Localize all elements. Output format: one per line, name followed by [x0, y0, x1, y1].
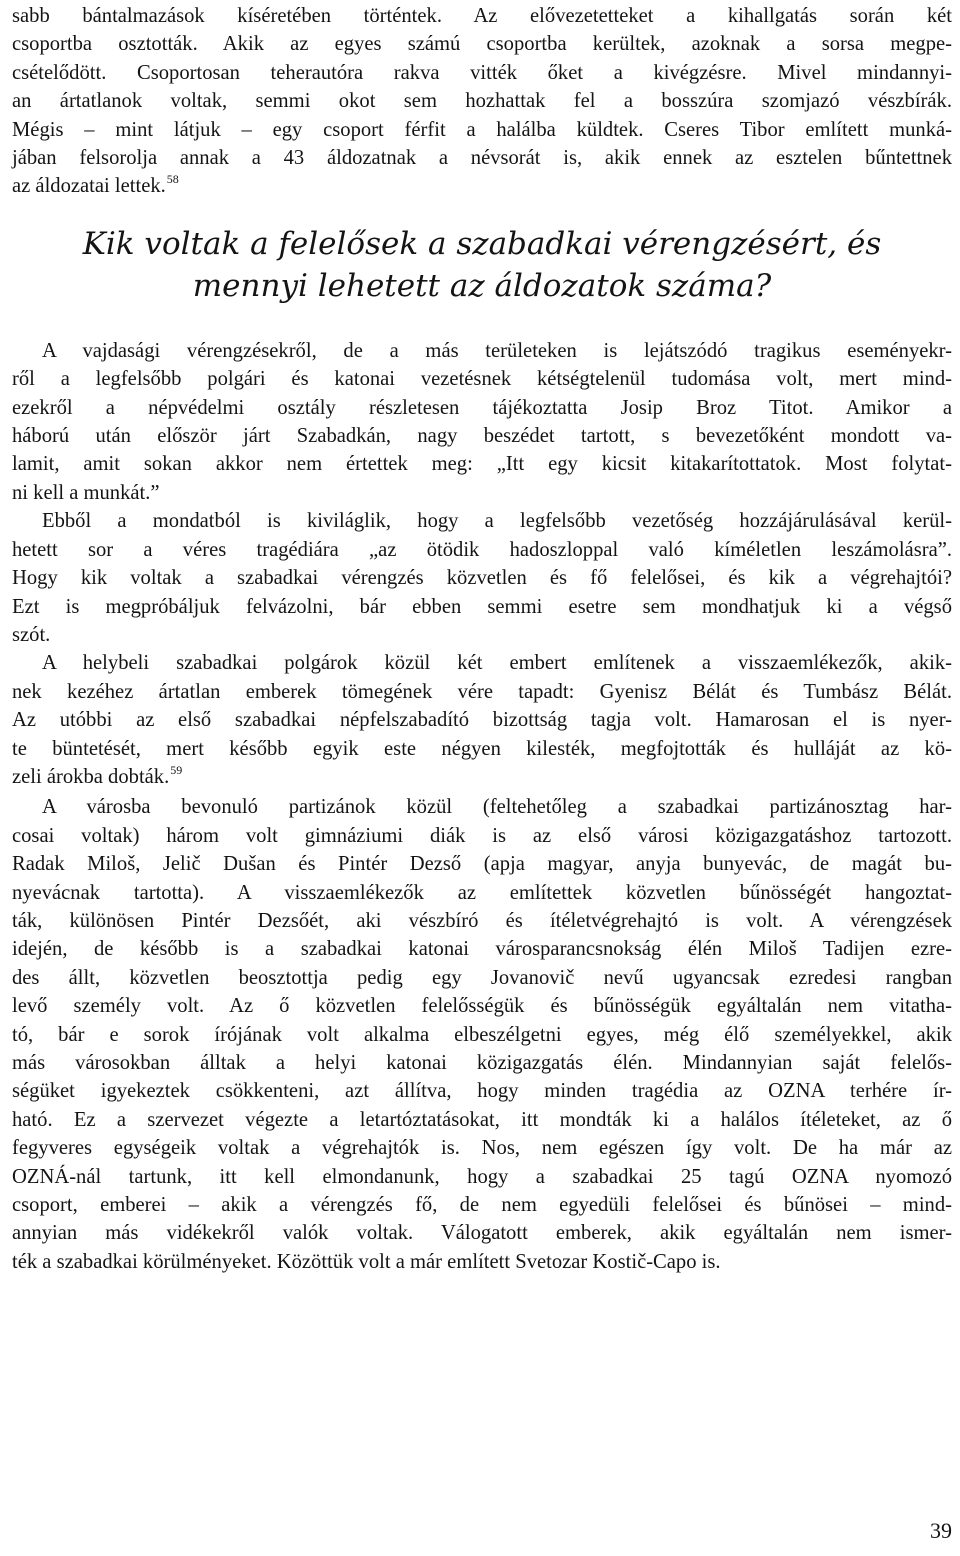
text-line: sabb bántalmazások kíséretében történtek. Az elővezetetteket a kihallgatás során két — [12, 5, 952, 27]
text-line: zeli árokba dobták. — [12, 765, 170, 788]
text-line: levő személy volt. Az ő közvetlen felelősségük és bűnösségük egyáltalán nem vitatha- — [12, 995, 952, 1018]
text-line: nek kezéhez ártatlan emberek tömegének vére tapadt: Gyenisz Bélát és Tumbász Bélát. — [12, 680, 952, 703]
text-line: Mégis – mint látjuk – egy csoport férfit a halálba küldtek. Cseres Tibor említett munká- — [12, 118, 952, 141]
text-line: jában felsorolja annak a 43 áldozatnak a névsorát is, akik ennek az esztelen bűntettnek — [12, 147, 952, 170]
text-line: Hogy kik voltak a szabadkai vérengzés közvetlen és fő felelősei, és kik a végrehajtói? — [12, 567, 952, 590]
text-line: csoport, emberei – akik a vérengzés fő, de nem egyedüli felelősei és bűnösei – mind- — [12, 1194, 952, 1217]
paragraph-5 — [12, 793, 952, 1276]
footnote-ref-58: 58 — [166, 172, 179, 187]
paragraph-4 — [12, 649, 952, 793]
page-number: 39 — [930, 1518, 952, 1543]
text-line: ni kell a munkát.” — [12, 481, 160, 504]
text-line: des állt, közvetlen beosztottja pedig egy Jovanovič nevű ugyancsak ezredesi rangban — [12, 966, 952, 989]
paragraph-3 — [12, 507, 952, 649]
text-line: Ezt is megpróbáljuk felvázolni, bár ebben semmi esetre sem mondhatjuk ki a végső — [12, 595, 952, 618]
paragraph-2 — [12, 337, 952, 507]
text-line: Az utóbbi az első szabadkai népfelszabadító bizottság tagja volt. Hamarosan el is nyer- — [12, 709, 952, 732]
text-line: csoportba osztották. Akik az egyes számú csoportba kerültek, azoknak a sorsa megpe- — [12, 33, 952, 56]
text-line: tó, bár e sorok írójának volt alkalma elbeszélgetni egyes, még élő személyekkel, akik — [12, 1023, 952, 1046]
text-line: háború után először járt Szabadkán, nagy beszédet tartott, s bevezetőként mondott va- — [12, 425, 952, 448]
text-line-with-footnote — [12, 172, 952, 202]
text-line: szót. — [12, 623, 51, 646]
text-line: lamit, amit sokan akkor nem értettek meg: „Itt egy kicsit kitakarítottatok. Most folytat- — [12, 453, 952, 476]
text-line: hetett sor a véres tragédiára „az ötödik hadoszloppal való kíméletlen leszámolásra”. — [12, 538, 952, 561]
text-line: ségüket igyekeztek csökkenteni, azt állítva, hogy minden tragédia az OZNA terhére ír- — [12, 1080, 952, 1103]
text-line: A városba bevonuló partizánok közül (feltehetőleg a szabadkai partizánosztag har- — [42, 796, 952, 819]
text-line-with-footnote — [12, 763, 952, 793]
text-line: fegyveres egységeik voltak a végrehajtók is. Nos, nem egészen így volt. De ha már az — [12, 1137, 952, 1160]
text-line: ték a szabadkai körülményeket. Közöttük volt a már említett Svetozar Kostič-Capo is. — [12, 1250, 721, 1273]
text-line: az áldozatai lettek. — [12, 175, 166, 198]
paragraph-1 — [12, 2, 952, 203]
text-line: OZNÁ-nál tartunk, itt kell elmondanunk, hogy a szabadkai 25 tagú OZNA nyomozó — [12, 1165, 952, 1188]
text-line: cosai voltak) három volt gimnáziumi diák is az első városi közigazgatáshoz tartozott. — [12, 824, 952, 847]
text-line: nyevácnak tartotta). A visszaemlékezők az említettek közvetlen bűnösségét hangoztat- — [12, 881, 952, 904]
text-line: ható. Ez a szervezet végezte a letartóztatásokat, itt mondták ki a halálos ítéleteket, az ő — [12, 1108, 952, 1131]
text-line: ták, különösen Pintér Dezsőét, aki vészbíró és ítéletvégrehajtó is volt. A vérengzések — [12, 909, 952, 932]
text-line: idején, de később is a szabadkai katonai városparancsnokság élén Miloš Tadijen ezre- — [12, 938, 952, 961]
heading-line: mennyi lehetett az áldozatok száma? — [192, 267, 772, 304]
text-line: más városokban álltak a helyi katonai közigazgatás élén. Mindannyian saját felelős- — [12, 1052, 952, 1074]
text-line: an ártatlanok voltak, semmi okot sem hozhattak fel a bosszúra szomjazó vészbírák. — [12, 90, 952, 113]
footnote-ref-59: 59 — [170, 762, 183, 777]
text-line: A helybeli szabadkai polgárok közül két embert említenek a visszaemlékezők, akik- — [42, 652, 952, 675]
text-line: A vajdasági vérengzésekről, de a más területeken is lejátszódó tragikus eseményekr- — [42, 339, 952, 362]
text-line: ről a legfelsőbb polgári és katonai vezetésnek kétségtelenül tudomása volt, mert mind- — [12, 368, 952, 391]
text-line: annyian más vidékekről valók voltak. Válogatott emberek, akik egyáltalán nem ismer- — [12, 1222, 952, 1245]
text-line: Ebből a mondatból is kiviláglik, hogy a legfelsőbb vezetőség hozzájárulásával kerül- — [42, 510, 952, 533]
text-block — [12, 2, 952, 1276]
text-line: ezekről a népvédelmi osztály részletesen tájékoztatta Josip Broz Titot. Amikor a — [12, 396, 952, 419]
section-heading — [12, 223, 952, 307]
text-line: csételődött. Csoportosan teherautóra rakva vitték őket a kivégzésre. Mivel mindannyi- — [12, 61, 952, 84]
text-line: te büntetését, mert később egyik este négyen kilesték, megfojtották és hulláját az kö- — [12, 737, 952, 760]
text-line: Radak Miloš, Jelič Dušan és Pintér Dezső (apja magyar, anyja bunyevác, de magát bu- — [12, 853, 952, 876]
heading-line: Kik voltak a felelősek a szabadkai vérengzésért, és — [82, 225, 882, 262]
